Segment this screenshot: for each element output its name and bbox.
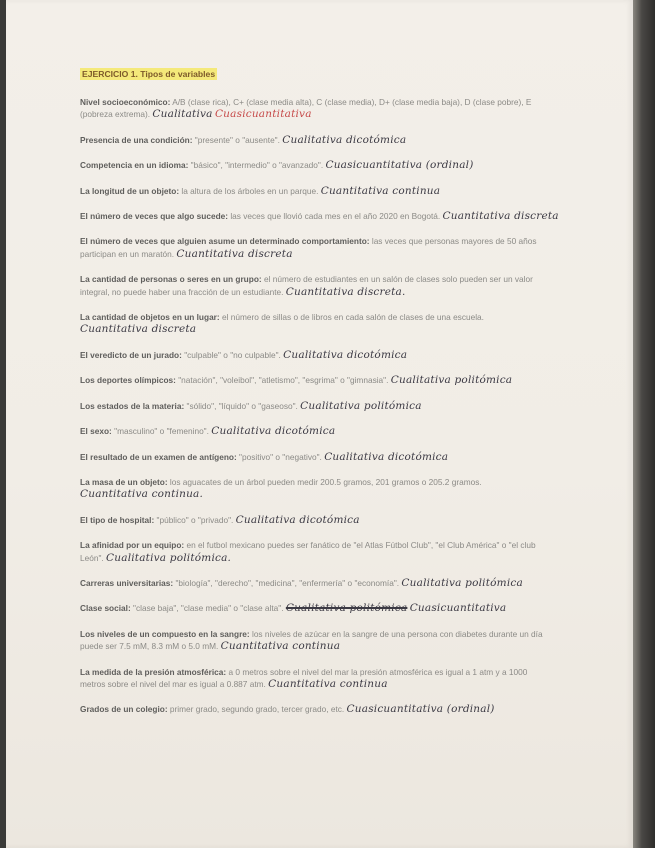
item-longitud-objeto — [80, 185, 625, 197]
handwritten-answer: Cuasicuantitativa (ordinal) — [325, 159, 474, 172]
item-description: "biología", "derecho", "medicina", "enfermería" o "economía". — [173, 577, 400, 588]
handwritten-answer-red: Cuasicuantitativa — [214, 108, 312, 121]
handwritten-answer: Cualitativa politómica — [401, 576, 523, 589]
handwritten-answer: Cuantitativa continua — [268, 677, 388, 690]
item-description: la altura de los árboles en un parque. — [179, 185, 319, 196]
item-presencia-condicion — [80, 134, 625, 146]
item-label: Competencia en un idioma: — [80, 160, 189, 171]
item-label: La cantidad de objetos en un lugar: — [80, 312, 220, 323]
item-label: Clase social: — [80, 603, 131, 614]
item-cantidad-objetos — [80, 311, 550, 336]
handwritten-answer: Cualitativa dicotómica — [211, 425, 336, 438]
item-label: El resultado de un examen de antígeno: — [80, 451, 237, 462]
item-label: El sexo: — [80, 426, 112, 437]
handwritten-answer: Cualitativa politómica. — [106, 551, 232, 564]
item-description: "sólido", "líquido" o "gaseoso". — [184, 400, 298, 411]
item-label: Los niveles de un compuesto en la sangre: — [80, 628, 250, 639]
item-description: "público" o "privado". — [154, 514, 234, 525]
item-description: a 0 metros sobre el nivel del mar la presión atmosférica es igual a 1 atm y a 1000 metros sobre el nivel del mar es igual a 0.887 atm. — [80, 666, 528, 689]
background-surface — [633, 0, 655, 848]
item-label: Grados de un colegio: — [80, 704, 168, 715]
item-cantidad-personas — [80, 273, 550, 298]
handwritten-answer: Cualitativa dicotómica — [235, 513, 360, 526]
handwritten-answer: Cualitativa dicotómica — [282, 133, 407, 146]
exercise-title-row — [80, 68, 625, 80]
item-label: Los deportes olímpicos: — [80, 375, 176, 386]
handwritten-answer: Cuasicuantitativa — [409, 602, 507, 615]
exercise-content — [80, 68, 625, 716]
item-label: El veredicto de un jurado: — [80, 349, 182, 360]
item-deportes-olimpicos — [80, 374, 625, 386]
item-description: primer grado, segundo grado, tercer grado, etc. — [167, 704, 345, 715]
item-description: el número de sillas o de libros en cada salón de clases de una escuela. — [219, 312, 484, 323]
handwritten-answer: Cualitativa dicotómica — [283, 348, 408, 361]
item-label: Carreras universitarias: — [80, 577, 174, 588]
item-niveles-compuesto — [80, 628, 550, 653]
item-label: El tipo de hospital: — [80, 514, 155, 525]
handwritten-answer: Cuantitativa discreta — [80, 323, 197, 336]
item-description: los niveles de azúcar en la sangre de una persona con diabetes durante un día puede ser 7.5 mM, 8.3 mM o 5.0 mM. — [80, 628, 543, 652]
item-presion-atmosferica — [80, 666, 550, 691]
item-afinidad-equipo — [80, 539, 550, 564]
item-label: El número de veces que alguien asume un determinado comportamiento: — [80, 236, 370, 247]
item-description: "positivo" o "negativo". — [236, 451, 322, 462]
item-label: El número de veces que algo sucede: — [80, 211, 229, 222]
exercise-title: EJERCICIO 1. Tipos de variables — [82, 69, 216, 79]
item-label: Nivel socioeconómico: — [80, 97, 171, 107]
item-description: los aguacates de un árbol pueden medir 200.5 gramos, 201 gramos o 205.2 gramos. — [167, 476, 482, 487]
item-nivel-socioeconomico — [80, 96, 550, 121]
item-estados-materia — [80, 400, 625, 412]
item-numero-veces-sucede — [80, 210, 625, 222]
item-label: La cantidad de personas o seres en un grupo: — [80, 274, 262, 285]
handwritten-answer: Cuantitativa discreta — [176, 247, 293, 260]
item-description: "natación", "voleibol", "atletismo", "esgrima" o "gimnasia". — [175, 375, 389, 386]
item-label: Los estados de la materia: — [80, 400, 185, 411]
item-description: el número de estudiantes en un salón de clases solo pueden ser un valor integral, no puede haber una fracción de un estudiante. — [80, 274, 533, 297]
item-masa-objeto — [80, 476, 550, 501]
item-veredicto-jurado — [80, 349, 625, 361]
item-description: en el futbol mexicano puedes ser fanático de "el Atlas Fútbol Club", "el Club América" o "el club León". — [80, 540, 536, 563]
handwritten-answer: Cuasicuantitativa (ordinal) — [346, 703, 495, 716]
handwritten-answer: Cualitativa — [152, 108, 213, 121]
item-description: las veces que llovió cada mes en el año 2020 en Bogotá. — [228, 211, 441, 222]
handwritten-answer: Cualitativa dicotómica — [324, 450, 449, 463]
item-description: "culpable" o "no culpable". — [181, 349, 281, 360]
item-clase-social — [80, 602, 625, 614]
item-resultado-antigeno — [80, 451, 625, 463]
item-sexo — [80, 425, 625, 437]
item-label: La masa de un objeto: — [80, 476, 168, 487]
item-competencia-idioma — [80, 159, 625, 171]
handwritten-answer-crossed-out: Cualitativa politómica — [285, 602, 408, 615]
handwritten-answer: Cualitativa politómica — [300, 399, 422, 412]
item-description: "masculino" o "femenino". — [111, 426, 209, 437]
item-description: las veces que personas mayores de 50 años participan en un maratón. — [80, 236, 537, 259]
handwritten-answer: Cuantitativa discreta — [442, 210, 559, 223]
handwritten-answer: Cuantitativa continua. — [80, 488, 204, 501]
handwritten-answer: Cuantitativa discreta. — [285, 285, 406, 298]
item-tipo-hospital — [80, 514, 625, 526]
handwritten-answer: Cualitativa politómica — [390, 374, 513, 387]
item-description: A/B (clase rica), C+ (clase media alta), C (clase media), D+ (clase media baja), D (clase pobre), E (pobreza extrema). — [80, 97, 532, 120]
item-grados-colegio — [80, 703, 625, 715]
item-description: "básico", "intermedio" o "avanzado". — [188, 160, 324, 171]
item-label: La longitud de un objeto: — [80, 185, 180, 196]
item-description: "clase baja", "clase media" o "clase alta". — [130, 603, 284, 614]
item-description: "presente" o "ausente". — [192, 134, 280, 145]
item-carreras-universitarias — [80, 577, 625, 589]
handwritten-answer: Cuantitativa continua — [320, 184, 441, 197]
handwritten-answer: Cuantitativa continua — [220, 640, 341, 653]
item-label: La medida de la presión atmosférica: — [80, 666, 227, 677]
item-label: La afinidad por un equipo: — [80, 540, 185, 551]
item-label: Presencia de una condición: — [80, 134, 193, 145]
item-numero-veces-comportamiento — [80, 235, 550, 260]
